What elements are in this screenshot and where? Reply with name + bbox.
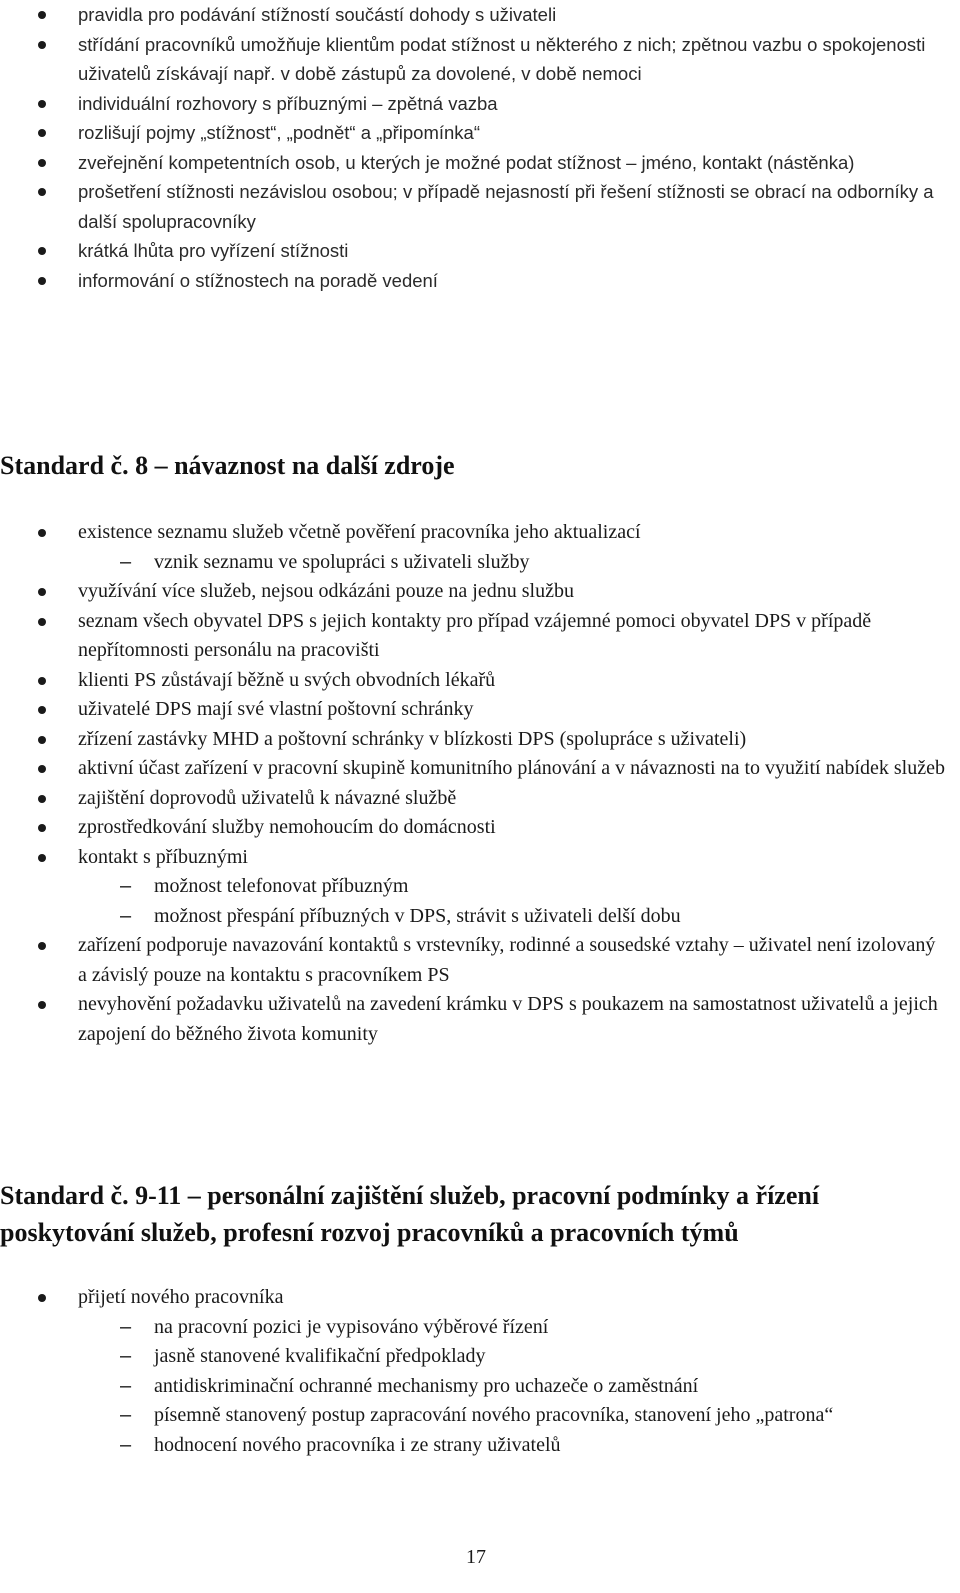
bullet-icon bbox=[38, 11, 46, 19]
sub-list-item bbox=[0, 872, 960, 902]
bullet-icon bbox=[38, 188, 46, 196]
bullet-icon bbox=[38, 677, 46, 685]
page-number: 17 bbox=[466, 1546, 486, 1568]
bullet-icon bbox=[38, 618, 46, 626]
sub-list-item bbox=[0, 1372, 960, 1402]
list-item bbox=[0, 931, 960, 990]
sub-list-item bbox=[0, 1401, 960, 1431]
bullet-icon bbox=[38, 765, 46, 773]
list-item-text: informování o stížnostech na poradě vedení bbox=[78, 269, 438, 291]
list-item-text: seznam všech obyvatel DPS s jejich kontakty pro případ vzájemné pomoci obyvatel DPS v případě nepřítomnosti personálu na pracovišti bbox=[78, 609, 872, 661]
list-item bbox=[0, 607, 960, 666]
list-item-text: zajištění doprovodů uživatelů k návazné službě bbox=[78, 786, 457, 809]
list-item-text: zprostředkování služby nemohoucím do domácnosti bbox=[78, 816, 496, 838]
list-item bbox=[0, 118, 960, 148]
dash-icon: – bbox=[120, 550, 132, 573]
sub-list-item-text: jasně stanovené kvalifikační předpoklady bbox=[154, 1345, 486, 1367]
list-item bbox=[0, 695, 960, 725]
bullet-icon bbox=[38, 129, 46, 137]
dash-icon: – bbox=[120, 1315, 132, 1338]
bullet-icon bbox=[38, 277, 46, 285]
list-item bbox=[0, 177, 960, 236]
list-item-text: uživatelé DPS mají své vlastní poštovní schránky bbox=[78, 698, 474, 720]
dash-icon: – bbox=[120, 875, 132, 897]
list-item-text: klienti PS zůstávají běžně u svých obvodních lékařů bbox=[78, 668, 496, 691]
list-item bbox=[0, 89, 960, 119]
list-item-text: krátká lhůta pro vyřízení stížnosti bbox=[78, 240, 349, 261]
complaints-list bbox=[0, 0, 960, 295]
bullet-icon bbox=[38, 824, 46, 832]
dash-icon: – bbox=[120, 1433, 132, 1456]
list-item-text: kontakt s příbuznými bbox=[78, 845, 248, 868]
sub-list-item-text: antidiskriminační ochranné mechanismy pro uchazeče o zaměstnání bbox=[154, 1374, 699, 1397]
list-item bbox=[0, 754, 960, 784]
list-item-text: střídání pracovníků umožňuje klientům podat stížnost u některého z nich; zpětnou vazbu o spokojenosti uživatelů získávají např. v době zástupů za dovolené, v době nemoci bbox=[78, 33, 926, 84]
list-item bbox=[0, 266, 960, 296]
list-item-text: individuální rozhovory s příbuznými – zpětná vazba bbox=[78, 92, 498, 114]
bullet-icon bbox=[38, 1294, 46, 1302]
standard-8-list bbox=[0, 518, 960, 1049]
bullet-icon bbox=[38, 41, 46, 49]
list-item bbox=[0, 784, 960, 814]
standard-8-heading: Standard č. 8 – návaznost na další zdroje bbox=[0, 451, 455, 480]
list-item-text: pravidla pro podávání stížností součástí dohody s uživateli bbox=[78, 4, 557, 25]
list-item-text: prošetření stížnosti nezávislou osobou; v případě nejasností při řešení stížnosti se obrací na odborníky a další spolupracovníky bbox=[78, 181, 934, 232]
list-item-text: existence seznamu služeb včetně pověření pracovníka jeho aktualizací bbox=[78, 521, 641, 543]
sub-list-item bbox=[0, 1342, 960, 1372]
sub-list-item bbox=[0, 1431, 960, 1461]
list-item bbox=[0, 236, 960, 266]
bullet-icon bbox=[38, 1001, 46, 1009]
bullet-icon bbox=[38, 588, 46, 596]
dash-icon: – bbox=[120, 904, 132, 927]
bullet-icon bbox=[38, 247, 46, 255]
list-item bbox=[0, 148, 960, 178]
standard-9-11-list bbox=[0, 1283, 960, 1460]
sub-list-item-text: možnost přespání příbuzných v DPS, strávit s uživateli delší dobu bbox=[154, 904, 681, 927]
sub-list-item-text: vznik seznamu ve spolupráci s uživateli služby bbox=[154, 550, 530, 573]
list-item-text: aktivní účast zařízení v pracovní skupině komunitního plánování a v návaznosti na to využití nabídek služeb bbox=[78, 757, 945, 779]
sub-list-item-text: písemně stanovený postup zapracování nového pracovníka, stanovení jeho „patrona“ bbox=[154, 1404, 834, 1426]
dash-icon: – bbox=[120, 1345, 132, 1367]
list-item bbox=[0, 843, 960, 873]
standard-9-11-heading: Standard č. 9-11 – personální zajištění služeb, pracovní podmínky a řízení poskytování služeb, profesní rozvoj pracovníků a pracovních týmů bbox=[0, 1181, 820, 1247]
dash-icon: – bbox=[120, 1374, 132, 1397]
sub-list-item bbox=[0, 902, 960, 932]
list-item-text: přijetí nového pracovníka bbox=[78, 1286, 284, 1308]
sub-list-item-text: možnost telefonovat příbuzným bbox=[154, 875, 409, 897]
list-item bbox=[0, 813, 960, 843]
list-item bbox=[0, 725, 960, 755]
bullet-icon bbox=[38, 529, 46, 537]
list-item-text: zařízení podporuje navazování kontaktů s vrstevníky, rodinné a sousedské vztahy – uživatel není izolovaný a závislý pouze na kontaktu s pracovníkem PS bbox=[78, 934, 936, 986]
bullet-icon bbox=[38, 942, 46, 950]
list-item-text: využívání více služeb, nejsou odkázáni pouze na jednu službu bbox=[78, 580, 574, 602]
list-item-text: zřízení zastávky MHD a poštovní schránky v blízkosti DPS (spolupráce s uživateli) bbox=[78, 727, 747, 750]
list-item bbox=[0, 30, 960, 89]
list-item-text: nevyhovění požadavku uživatelů na zavedení krámku v DPS s poukazem na samostatnost uživatelů a jejich zapojení do běžného života komunity bbox=[78, 993, 938, 1045]
bullet-icon bbox=[38, 854, 46, 862]
bullet-icon bbox=[38, 100, 46, 108]
bullet-icon bbox=[38, 159, 46, 167]
list-item bbox=[0, 577, 960, 607]
list-item bbox=[0, 990, 960, 1049]
list-item bbox=[0, 518, 960, 548]
list-item bbox=[0, 1283, 960, 1313]
sub-list-item bbox=[0, 1313, 960, 1343]
list-item-text: rozlišují pojmy „stížnost“, „podnět“ a „připomínka“ bbox=[78, 122, 480, 143]
bullet-icon bbox=[38, 736, 46, 744]
bullet-icon bbox=[38, 795, 46, 803]
sub-list-item-text: na pracovní pozici je vypisováno výběrové řízení bbox=[154, 1315, 549, 1338]
list-item bbox=[0, 666, 960, 696]
sub-list-item-text: hodnocení nového pracovníka i ze strany uživatelů bbox=[154, 1433, 561, 1456]
list-item bbox=[0, 0, 960, 30]
dash-icon: – bbox=[120, 1404, 132, 1426]
sub-list-item bbox=[0, 548, 960, 578]
bullet-icon bbox=[38, 706, 46, 714]
list-item-text: zveřejnění kompetentních osob, u kterých je možné podat stížnost – jméno, kontakt (nástěnka) bbox=[78, 151, 855, 173]
